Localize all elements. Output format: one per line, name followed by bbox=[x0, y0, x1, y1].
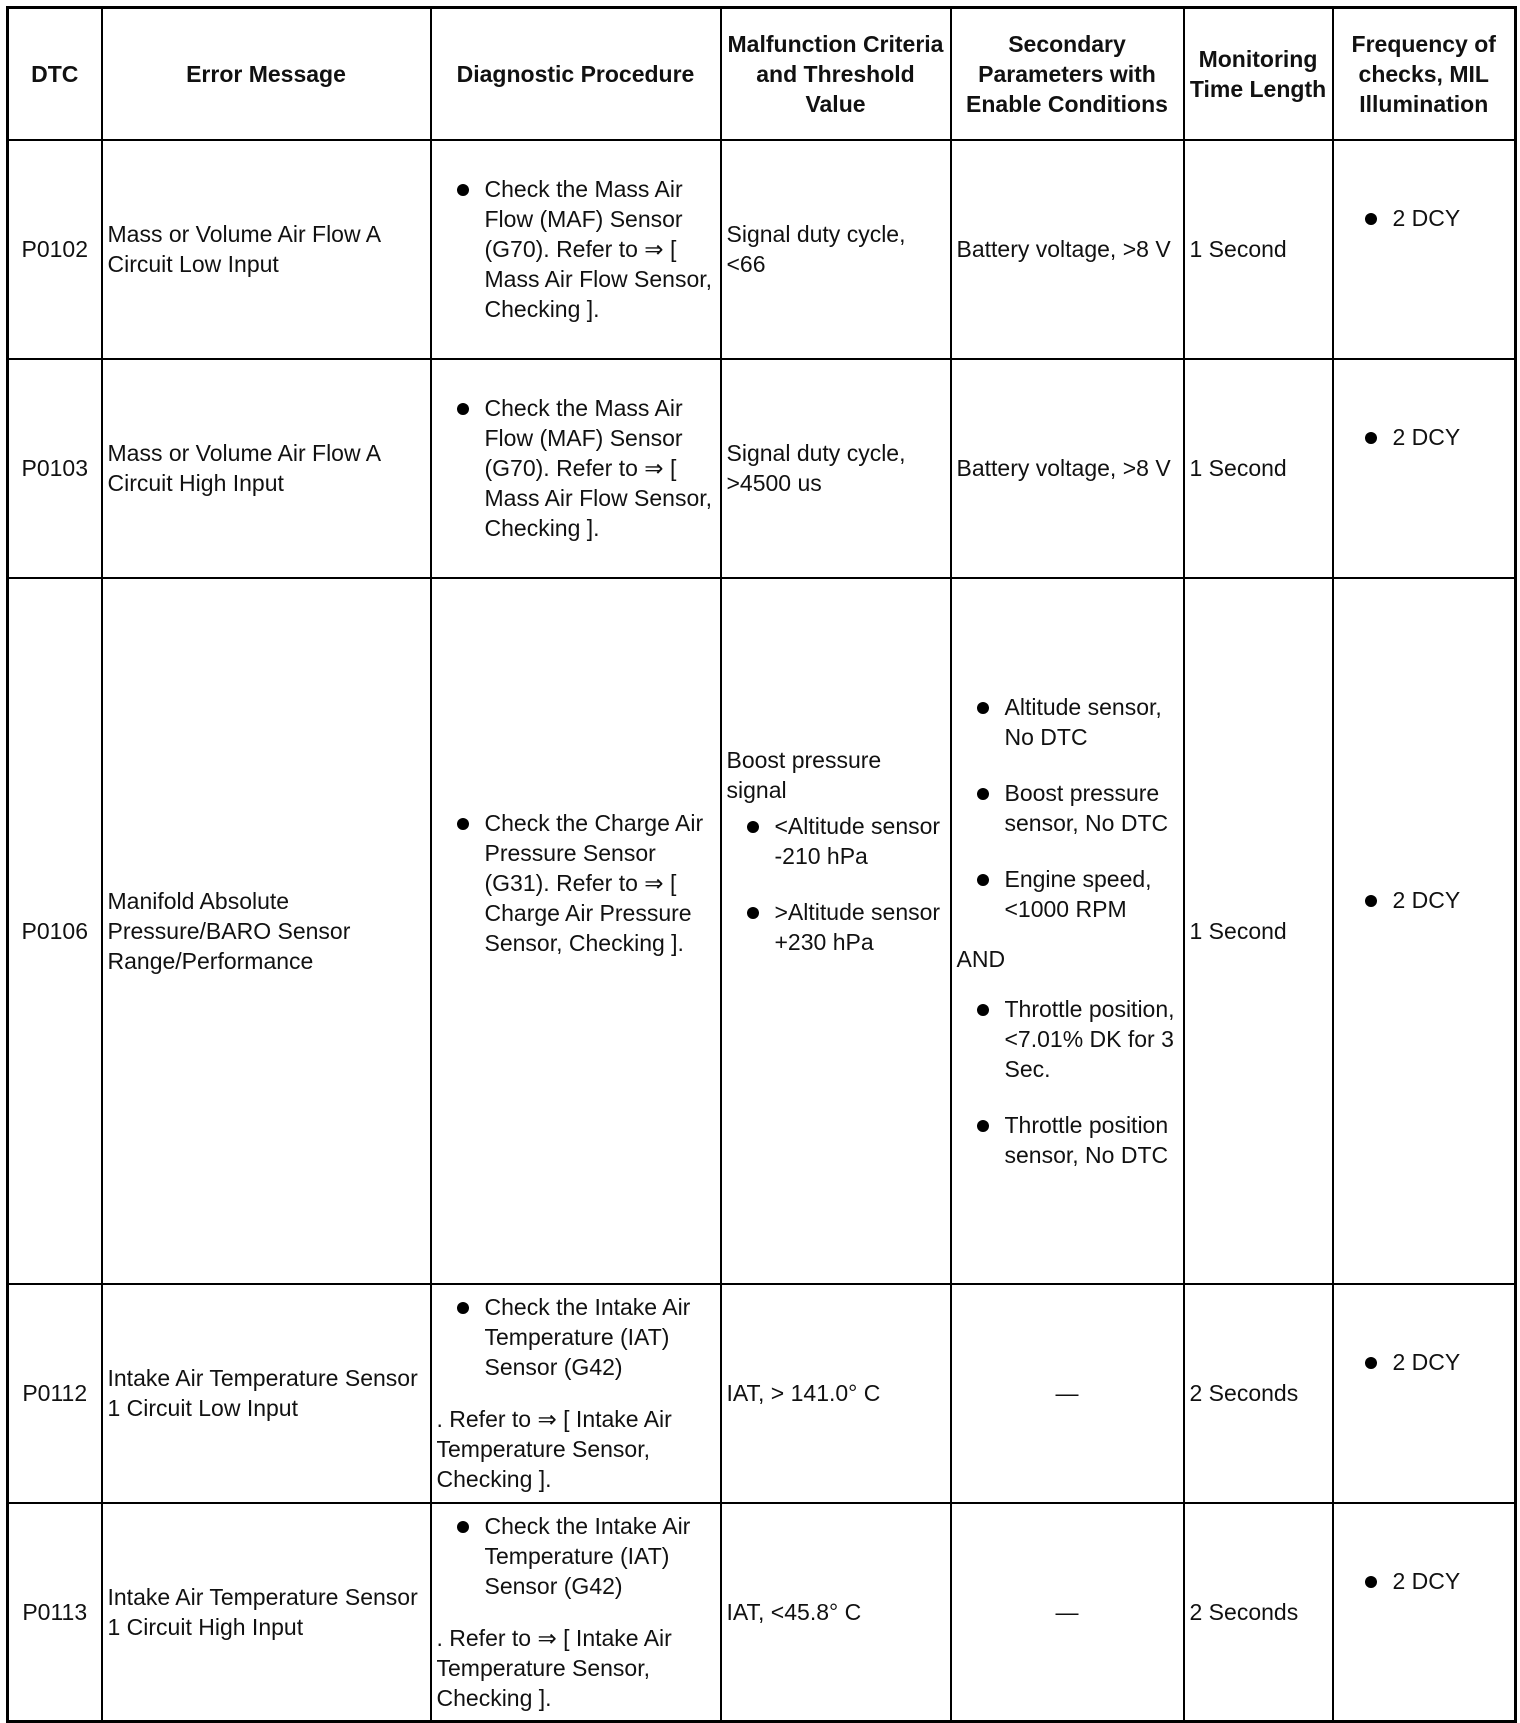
dtc-code: P0113 bbox=[8, 1503, 102, 1722]
error-message: Mass or Volume Air Flow A Circuit Low Input bbox=[102, 140, 431, 359]
frequency-item: 2 DCY bbox=[1339, 1347, 1510, 1377]
procedure-item: Check the Intake Air Temperature (IAT) Sensor (G42) bbox=[437, 1511, 715, 1601]
frequency-cell bbox=[1333, 1503, 1516, 1722]
header-frequency: Frequency of checks, MIL Illumination bbox=[1333, 8, 1516, 140]
secondary-parameters: Battery voltage, >8 V bbox=[951, 359, 1184, 578]
frequency-item: 2 DCY bbox=[1339, 422, 1510, 452]
malfunction-criteria: Signal duty cycle, >4500 us bbox=[721, 359, 951, 578]
error-message: Manifold Absolute Pressure/BARO Sensor Range/Performance bbox=[102, 578, 431, 1284]
dtc-code: P0106 bbox=[8, 578, 102, 1284]
frequency-cell bbox=[1333, 359, 1516, 578]
diagnostic-procedure bbox=[431, 140, 721, 359]
monitoring-time: 2 Seconds bbox=[1184, 1284, 1333, 1503]
secondary-parameters: — bbox=[951, 1503, 1184, 1722]
frequency-cell bbox=[1333, 1284, 1516, 1503]
secondary-item: Throttle position, <7.01% DK for 3 Sec. bbox=[957, 994, 1178, 1084]
malfunction-criteria: Signal duty cycle, <66 bbox=[721, 140, 951, 359]
diagnostic-procedure bbox=[431, 578, 721, 1284]
secondary-item: Throttle position sensor, No DTC bbox=[957, 1110, 1178, 1170]
malfunction-criteria bbox=[721, 578, 951, 1284]
header-dtc: DTC bbox=[8, 8, 102, 140]
dtc-code: P0103 bbox=[8, 359, 102, 578]
secondary-parameters bbox=[951, 578, 1184, 1284]
header-diagnostic-procedure: Diagnostic Procedure bbox=[431, 8, 721, 140]
diagnostic-procedure bbox=[431, 1503, 721, 1722]
procedure-item: Check the Charge Air Pressure Sensor (G31). Refer to ⇒ [ Charge Air Pressure Sensor, Checking ]. bbox=[437, 808, 715, 958]
procedure-item: Check the Mass Air Flow (MAF) Sensor (G70). Refer to ⇒ [ Mass Air Flow Sensor, Checking ]. bbox=[437, 393, 715, 543]
procedure-item: Check the Mass Air Flow (MAF) Sensor (G70). Refer to ⇒ [ Mass Air Flow Sensor, Checking ]. bbox=[437, 174, 715, 324]
dtc-table bbox=[6, 6, 1517, 1723]
monitoring-time: 1 Second bbox=[1184, 359, 1333, 578]
secondary-item: Engine speed, <1000 RPM bbox=[957, 864, 1178, 924]
secondary-and: AND bbox=[956, 945, 1006, 972]
error-message: Intake Air Temperature Sensor 1 Circuit Low Input bbox=[102, 1284, 431, 1503]
table-row bbox=[8, 1284, 1516, 1503]
diagnostic-procedure bbox=[431, 1284, 721, 1503]
header-error-message: Error Message bbox=[102, 8, 431, 140]
malfunction-criteria: IAT, <45.8° C bbox=[721, 1503, 951, 1722]
monitoring-time: 1 Second bbox=[1184, 578, 1333, 1284]
error-message: Mass or Volume Air Flow A Circuit High Input bbox=[102, 359, 431, 578]
frequency-item: 2 DCY bbox=[1339, 1566, 1510, 1596]
table-row bbox=[8, 578, 1516, 1284]
procedure-note: . Refer to ⇒ [ Intake Air Temperature Sensor, Checking ]. bbox=[436, 1406, 672, 1492]
frequency-cell bbox=[1333, 578, 1516, 1284]
table-row bbox=[8, 140, 1516, 359]
monitoring-time: 1 Second bbox=[1184, 140, 1333, 359]
table-row bbox=[8, 359, 1516, 578]
secondary-item: Altitude sensor, No DTC bbox=[957, 692, 1178, 752]
malfunction-criteria: IAT, > 141.0° C bbox=[721, 1284, 951, 1503]
secondary-item: Boost pressure sensor, No DTC bbox=[957, 778, 1178, 838]
header-secondary-parameters: Secondary Parameters with Enable Conditions bbox=[951, 8, 1184, 140]
dtc-code: P0102 bbox=[8, 140, 102, 359]
secondary-parameters: — bbox=[951, 1284, 1184, 1503]
monitoring-time: 2 Seconds bbox=[1184, 1503, 1333, 1722]
error-message: Intake Air Temperature Sensor 1 Circuit High Input bbox=[102, 1503, 431, 1722]
table-row bbox=[8, 1503, 1516, 1722]
criteria-intro: Boost pressure signal bbox=[726, 746, 882, 803]
dtc-code: P0112 bbox=[8, 1284, 102, 1503]
frequency-cell bbox=[1333, 140, 1516, 359]
secondary-parameters: Battery voltage, >8 V bbox=[951, 140, 1184, 359]
diagnostic-procedure bbox=[431, 359, 721, 578]
criteria-item: >Altitude sensor +230 hPa bbox=[727, 897, 945, 957]
procedure-item: Check the Intake Air Temperature (IAT) Sensor (G42) bbox=[437, 1292, 715, 1382]
frequency-item: 2 DCY bbox=[1339, 203, 1510, 233]
frequency-item: 2 DCY bbox=[1339, 885, 1510, 915]
header-monitoring-time: Monitoring Time Length bbox=[1184, 8, 1333, 140]
header-malfunction-criteria: Malfunction Criteria and Threshold Value bbox=[721, 8, 951, 140]
procedure-note: . Refer to ⇒ [ Intake Air Temperature Sensor, Checking ]. bbox=[436, 1624, 672, 1711]
header-row bbox=[8, 8, 1516, 140]
criteria-item: <Altitude sensor -210 hPa bbox=[727, 811, 945, 871]
